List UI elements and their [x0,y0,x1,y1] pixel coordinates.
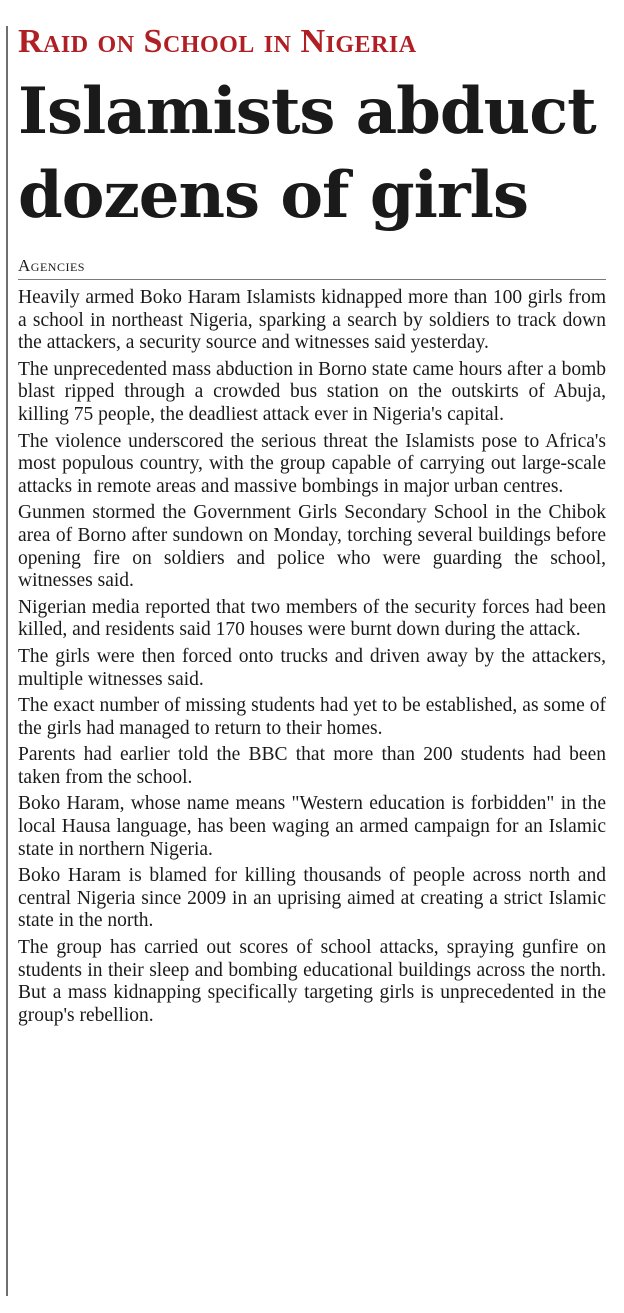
article-body [18,287,606,1027]
article-paragraph: The violence underscored the serious threat the Islamists pose to Africa's most populous country, with the group capable of carrying out large-scale attacks in remote areas and massive bombings in major urban centres. [18,430,606,497]
article-headline: Islamists abduct dozens of girls [18,74,596,233]
column-rule [6,26,8,1296]
article-paragraph: The exact number of missing students had yet to be established, as some of the girls had managed to return to their homes. [18,695,606,739]
article-paragraph: Nigerian media reported that two members of the security forces had been killed, and residents said 170 houses were burnt down during the attack. [18,596,606,641]
article-kicker: Raid on School in Nigeria [18,23,417,60]
article-paragraph: Gunmen stormed the Government Girls Secondary School in the Chibok area of Borno after sundown on Monday, torching several buildings before opening fire on soldiers and police who were guarding the school, witnesses said. [18,502,606,592]
article-byline: Agencies [18,256,606,280]
article-paragraph: The girls were then forced onto trucks and driven away by the attackers, multiple witnesses said. [18,645,606,690]
article-paragraph: The group has carried out scores of school attacks, spraying gunfire on students in their sleep and bombing educational buildings across the north. But a mass kidnapping specifically targeting girls is unprecedented in the group's rebellion. [18,937,606,1026]
article-paragraph: Boko Haram, whose name means "Western education is forbidden" in the local Hausa language, has been waging an armed campaign for an Islamic state in northern Nigeria. [18,793,606,860]
article-paragraph: Boko Haram is blamed for killing thousands of people across north and central Nigeria since 2009 in an uprising aimed at creating a strict Islamic state in the north. [18,865,606,932]
article-paragraph: The unprecedented mass abduction in Borno state came hours after a bomb blast ripped through a crowded bus station on the outskirts of Abuja, killing 75 people, the deadliest attack ever in Nigeria's capital. [18,358,606,425]
article-paragraph: Parents had earlier told the BBC that more than 200 students had been taken from the school. [18,744,606,788]
news-article [18,20,606,1027]
article-paragraph: Heavily armed Boko Haram Islamists kidnapped more than 100 girls from a school in northeast Nigeria, sparking a search by soldiers to track down the attackers, a security source and witnesses said yesterday. [18,287,606,354]
